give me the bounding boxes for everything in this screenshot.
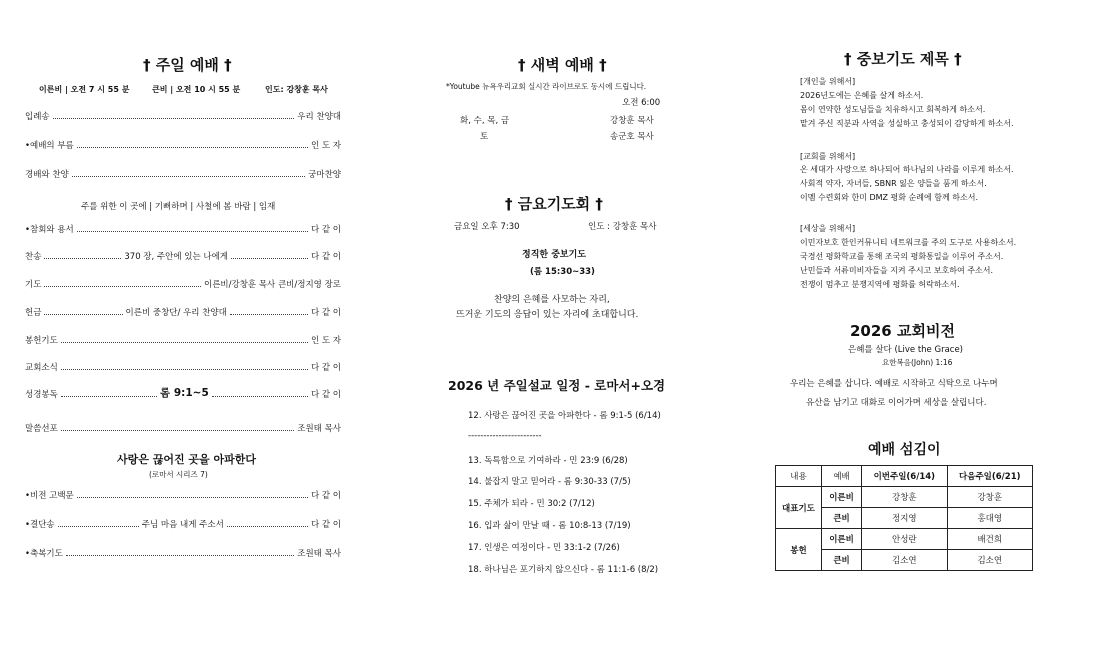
- sermon-title: 사랑은 끊어진 곳을 아파한다: [117, 453, 256, 466]
- order-row-prayer: 기도 이른비/강창훈 목사 큰비/정지영 장로: [25, 280, 341, 290]
- table-header: 이번주일(6/14): [862, 466, 947, 487]
- table-cell: 배건희: [947, 529, 1032, 550]
- prayer-title: † 중보기도 제목 †: [844, 50, 962, 68]
- sunday-leader: 인도: 강창훈 목사: [265, 85, 328, 94]
- table-cell: 김소연: [862, 550, 947, 571]
- dawn-leader-saturday: 송군호 목사: [610, 132, 654, 142]
- schedule-divider: ------------------------: [468, 431, 542, 441]
- table-cell: 김소연: [947, 550, 1032, 571]
- sunday-title: † 주일 예배 †: [143, 56, 232, 74]
- dawn-leader-weekday: 강창훈 목사: [610, 116, 654, 126]
- table-cell: 홍대영: [947, 508, 1032, 529]
- table-cell: 이른비: [821, 487, 861, 508]
- sunday-section: [25, 0, 341, 668]
- order-row-response-song: •결단송 주님 마음 내게 주소서 다 같 이: [25, 520, 341, 530]
- order-row-benediction: •축복기도 조원태 목사: [25, 549, 341, 559]
- schedule-item-16: 16. 입과 삶이 만날 때 - 롬 10:8-13 (7/19): [468, 521, 631, 531]
- friday-leader: 인도 : 강창훈 목사: [588, 222, 657, 232]
- prayer-line: 사회적 약자, 자녀들, SBNR 잃은 양들을 품게 하소서.: [800, 179, 987, 188]
- table-row: [776, 466, 1033, 487]
- vision-title: 2026 교회비전: [850, 322, 955, 340]
- dawn-days-weekday: 화, 수, 목, 금: [460, 116, 510, 126]
- prayer-line: 몸이 연약한 성도님들을 치유하시고 회복하게 하소서.: [800, 105, 986, 114]
- vision-sub: 은혜를 살다 (Live the Grace): [848, 345, 963, 355]
- service-table: [775, 465, 1033, 571]
- table-header: 내용: [776, 466, 822, 487]
- schedule-item-15: 15. 주체가 되라 - 민 30:2 (7/12): [468, 499, 595, 509]
- order-row-offering-prayer: 봉헌기도 인 도 자: [25, 336, 341, 346]
- order-row-vision-confession: •비전 고백문 다 같 이: [25, 491, 341, 501]
- table-cell: 강창훈: [862, 487, 947, 508]
- table-cell: 이른비: [821, 529, 861, 550]
- prayer-line: 이민자보호 한인커뮤니티 네트워크를 주의 도구로 사용하소서.: [800, 238, 1017, 247]
- friday-ref: (롬 15:30~33): [530, 267, 595, 277]
- table-row: [776, 529, 1033, 550]
- prayer-group-church-head: [교회를 위해서]: [800, 152, 856, 161]
- table-header: 다음주일(6/21): [947, 466, 1032, 487]
- prayer-line: 2026년도에는 은혜를 살게 하소서.: [800, 91, 924, 100]
- order-row-scripture: 성경봉독 롬 9:1~5 다 같 이: [25, 387, 341, 400]
- table-group-label: 봉헌: [776, 529, 822, 571]
- friday-text-1: 찬양의 은혜를 사모하는 자리,: [494, 295, 610, 305]
- order-row-offering: 헌금 이른비 중창단/ 우리 찬양대 다 같 이: [25, 308, 341, 318]
- schedule-item-12: 12. 사랑은 끊어진 곳을 아파한다 - 롬 9:1-5 (6/14): [468, 411, 661, 421]
- table-cell: 정지영: [862, 508, 947, 529]
- vision-text-2: 유산을 남기고 대화로 이어가며 세상을 살립니다.: [806, 398, 987, 408]
- schedule-title: 2026 년 주일설교 일정 - 로마서+오경: [448, 378, 666, 393]
- table-row: [776, 487, 1033, 508]
- service-title: 예배 섬김이: [868, 442, 941, 458]
- table-group-label: 대표기도: [776, 487, 822, 529]
- schedule-item-17: 17. 인생은 여정이다 - 민 33:1-2 (7/26): [468, 543, 620, 553]
- vision-ref: 요한복음(John) 1:16: [882, 358, 953, 367]
- order-row-call-to-worship: •예배의 부름 인 도 자: [25, 141, 341, 151]
- middle-section: [440, 0, 680, 668]
- friday-time: 금요일 오후 7:30: [454, 222, 520, 232]
- friday-text-2: 뜨거운 기도의 응답이 있는 자리에 초대합니다.: [456, 310, 639, 320]
- dawn-note: *Youtube 뉴욕우리교회 실시간 라이브로도 동시에 드립니다.: [446, 82, 647, 91]
- table-cell: 큰비: [821, 550, 861, 571]
- sunday-time-main: 큰비 | 오전 10 시 55 분: [152, 85, 241, 94]
- dawn-days-saturday: 토: [480, 132, 489, 142]
- table-header: 예배: [821, 466, 861, 487]
- table-cell: 안성란: [862, 529, 947, 550]
- friday-title: † 금요기도회 †: [505, 195, 603, 213]
- vision-text-1: 우리는 은혜를 삽니다. 예배로 시작하고 식탁으로 나누며: [790, 379, 998, 389]
- prayer-line: 온 세대가 사랑으로 하나되어 하나님의 나라를 이루게 하소서.: [800, 165, 1014, 174]
- prayer-line: 이멤 수련회와 한미 DMZ 평화 순례에 함께 하소서.: [800, 193, 978, 202]
- friday-sub-title: 정직한 중보기도: [522, 250, 586, 260]
- dawn-title: † 새벽 예배 †: [518, 56, 607, 74]
- sunday-time-early: 이른비 | 오전 7 시 55 분: [39, 85, 130, 94]
- order-row-entrance: 입례송 우리 찬양대: [25, 112, 341, 122]
- prayer-line: 난민들과 서류미비자들을 지켜 주시고 보호하여 주소서.: [800, 266, 993, 275]
- prayer-line: 국경선 평화학교를 통해 조국의 평화통일을 이루어 주소서.: [800, 252, 1004, 261]
- prayer-group-personal-head: [개인을 위해서]: [800, 77, 856, 86]
- dawn-time: 오전 6:00: [622, 98, 661, 108]
- sunday-motto: 주를 위한 이 곳에 | 기뻐하며 | 사철에 봄 바람 | 임재: [81, 202, 276, 212]
- table-cell: 강창훈: [947, 487, 1032, 508]
- prayer-line: 전쟁이 멈추고 분쟁지역에 평화를 허락하소서.: [800, 280, 960, 289]
- order-row-hymn: 찬송 370 장, 주안에 있는 나에게 다 같 이: [25, 252, 341, 262]
- schedule-item-13: 13. 독특함으로 기여하라 - 민 23:9 (6/28): [468, 456, 628, 466]
- prayer-line: 맡겨 주신 직분과 사역을 성실하고 충성되이 감당하게 하소서.: [800, 119, 1014, 128]
- schedule-item-14: 14. 불잡지 말고 믿어라 - 롬 9:30-33 (7/5): [468, 477, 631, 487]
- table-cell: 큰비: [821, 508, 861, 529]
- schedule-item-18: 18. 하나님은 포기하지 않으신다 - 롬 11:1-6 (8/2): [468, 565, 659, 575]
- order-row-confession: •참회와 용서 다 같 이: [25, 225, 341, 235]
- order-row-announcements: 교회소식 다 같 이: [25, 363, 341, 373]
- order-row-sermon: 말씀선포 조원태 목사: [25, 424, 341, 434]
- prayer-group-world-head: [세상을 위해서]: [800, 224, 856, 233]
- order-row-praise: 경배와 찬양 궁마찬양: [25, 170, 341, 180]
- sermon-series: (로마서 시리즈 7): [149, 470, 208, 479]
